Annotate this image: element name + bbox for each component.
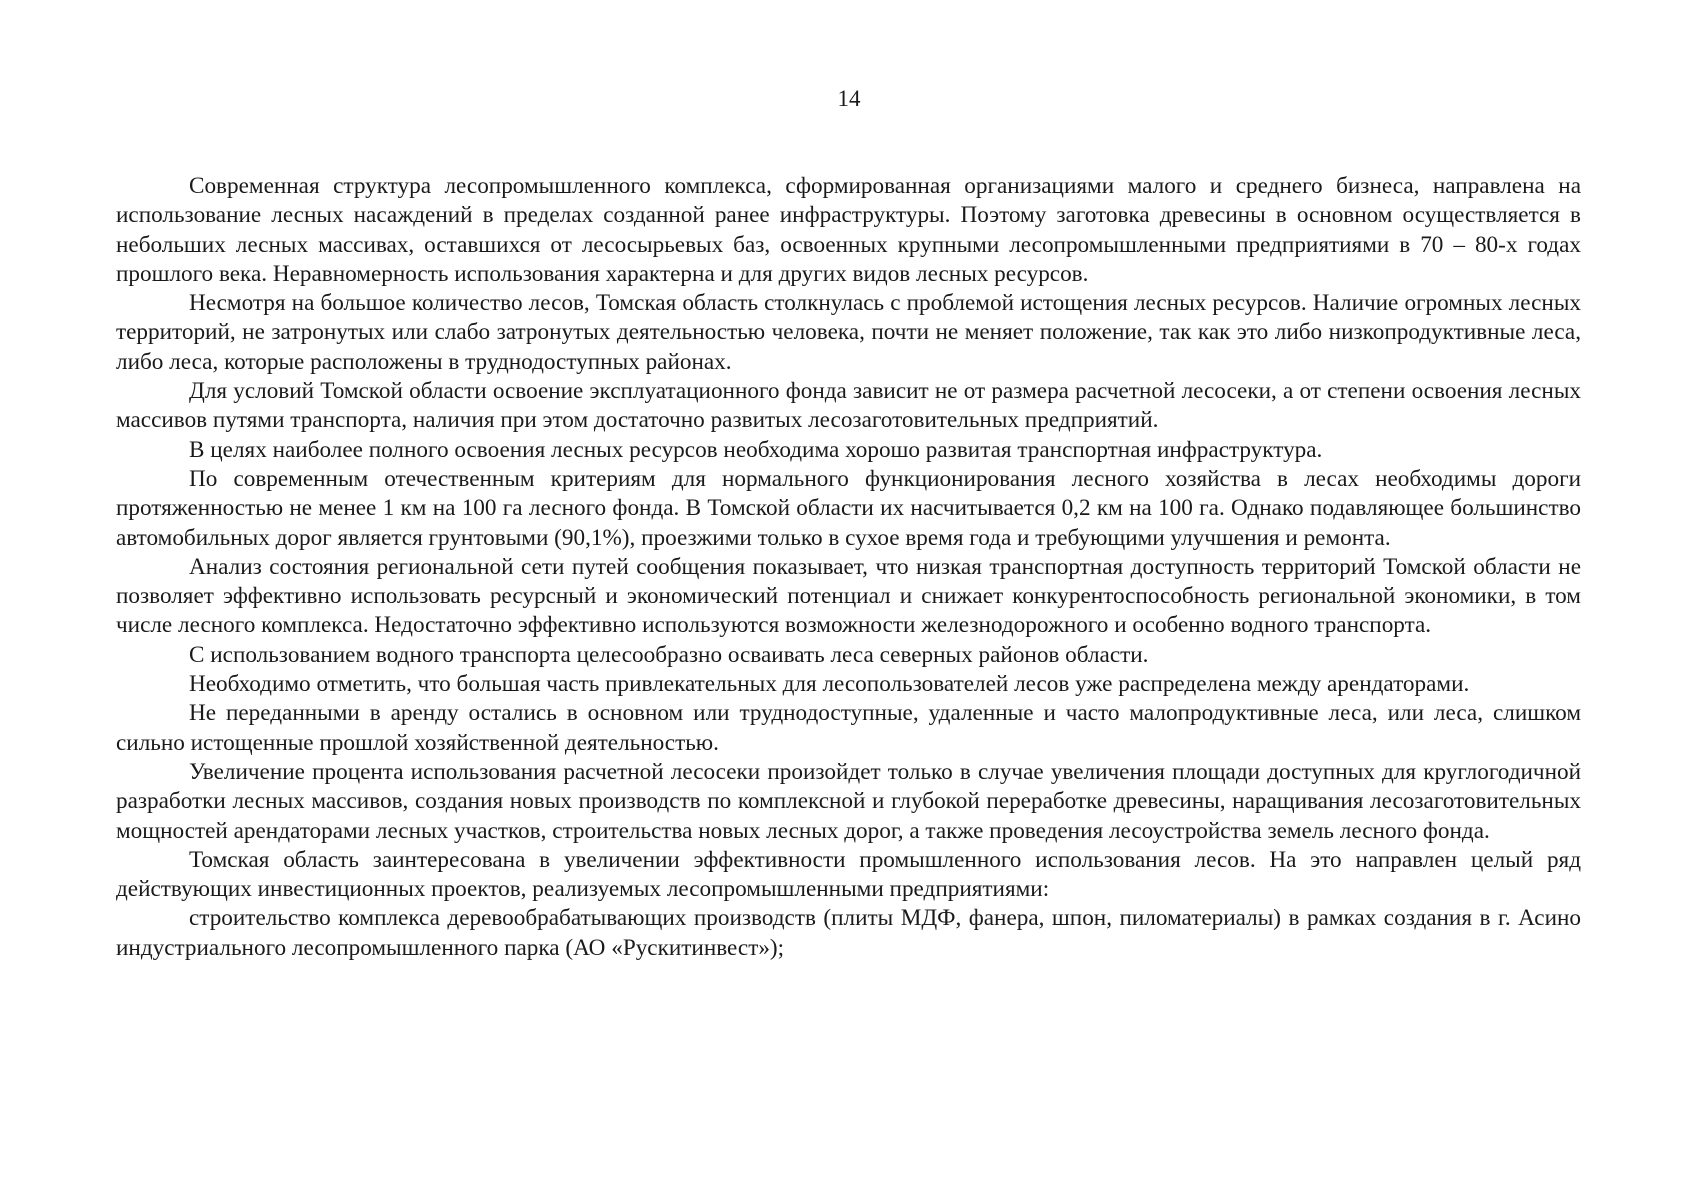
paragraph: Не переданными в аренду остались в основном или труднодоступные, удаленные и часто малопродуктивные леса, или леса, слишком сильно истощенные прошлой хозяйственной деятельностью. bbox=[116, 700, 1581, 756]
paragraph: Томская область заинтересована в увеличении эффективности промышленного использования лесов. На это направлен целый ряд действующих инвестиционных проектов, реализуемых лесопромышленными предприятиями: bbox=[116, 846, 1581, 903]
paragraph: В целях наиболее полного освоения лесных ресурсов необходима хорошо развитая транспортная инфраструктура. bbox=[189, 436, 1323, 463]
paragraph: Для условий Томской области освоение эксплуатационного фонда зависит не от размера расчетной лесосеки, а от степени освоения лесных массивов путями транспорта, наличия при этом достаточно развитых лесозаготовительных предприятий. bbox=[116, 378, 1581, 434]
paragraph: Несмотря на большое количество лесов, Томская область столкнулась с проблемой истощения лесных ресурсов. Наличие огромных лесных территорий, не затронутых или слабо затронутых деятельностью человека, почти не меняет положение, так как это либо низкопродуктивные леса, либо леса, которые расположены в труднодоступных районах. bbox=[116, 290, 1581, 375]
page-number: 14 bbox=[837, 86, 861, 111]
body-text bbox=[116, 172, 1581, 963]
paragraph: С использованием водного транспорта целесообразно осваивать леса северных районов области. bbox=[189, 641, 1149, 668]
paragraph: Современная структура лесопромышленного комплекса, сформированная организациями малого и среднего бизнеса, направлена на использование лесных насаждений в пределах созданной ранее инфраструктуры. Поэтому заготовка древесины в основном осуществляется в небольших лесных массивах, оставшихся от лесосырьевых баз, освоенных крупными лесопромышленными предприятиями в 70 – 80-х годах прошлого века. Неравномерность использования характерна и для других видов лесных ресурсов. bbox=[116, 173, 1581, 287]
list-item: строительство комплекса деревообрабатывающих производств (плиты МДФ, фанера, шпон, пиломатериалы) в рамках создания в г. Асино индустриального лесопромышленного парка (АО «Рускитинвест»); bbox=[116, 905, 1581, 961]
paragraph: По современным отечественным критериям для нормального функционирования лесного хозяйства в лесах необходимы дороги протяженностью не менее 1 км на 100 га лесного фонда. В Томской области их насчитывается 0,2 км на 100 га. Однако подавляющее большинство автомобильных дорог является грунтовыми (90,1%), проезжими только в сухое время года и требующими улучшения и ремонта. bbox=[116, 465, 1581, 551]
paragraph: Увеличение процента использования расчетной лесосеки произойдет только в случае увеличения площади доступных для круглогодичной разработки лесных массивов, создания новых производств по комплексной и глубокой переработке древесины, наращивания лесозаготовительных мощностей арендаторами лесных участков, строительства новых лесных дорог, а также проведения лесоустройства земель лесного фонда. bbox=[116, 758, 1581, 844]
paragraph: Анализ состояния региональной сети путей сообщения показывает, что низкая транспортная доступность территорий Томской области не позволяет эффективно использовать ресурсный и экономический потенциал и снижает конкурентоспособность региональной экономики, в том числе лесного комплекса. Недостаточно эффективно используются возможности железнодорожного и особенно водного транспорта. bbox=[116, 553, 1581, 639]
paragraph: Необходимо отметить, что большая часть привлекательных для лесопользователей лесов уже распределена между арендаторами. bbox=[189, 671, 1470, 698]
